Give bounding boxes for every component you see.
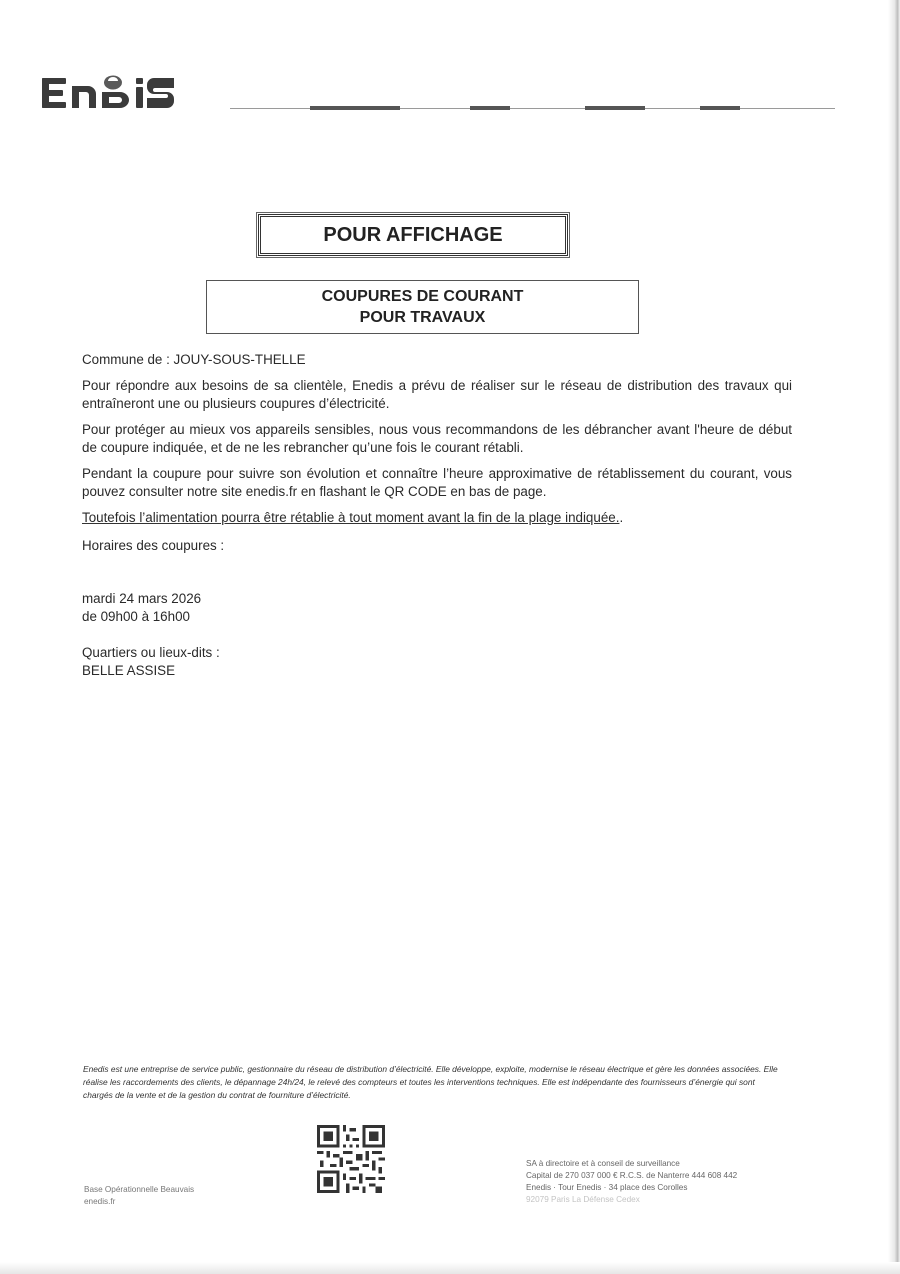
affichage-banner [258,214,568,256]
footer-left [84,1184,194,1208]
outage-date: mardi 24 mars 2026 [82,591,202,606]
footer-website[interactable]: enedis.fr [84,1197,116,1206]
places-label: Quartiers ou lieux-dits : [82,645,220,660]
footer-base-name: Base Opérationnelle Beauvais [84,1185,195,1194]
warning-period: . [619,510,624,525]
page-edge-shadow [888,0,900,1274]
page-bottom-shadow [0,1262,900,1274]
place-name: BELLE ASSISE [82,663,176,678]
footer-address: Enedis · Tour Enedis · 34 place des Corolles [526,1183,688,1192]
notice-subtitle-line2: POUR TRAVAUX [359,309,486,326]
protection-paragraph: Pour protéger au mieux vos appareils sensibles, nous vous recommandons de les débrancher avant l'heure de début de coupure indiquée, et de ne les rebrancher qu’une fois le courant rétabli. [82,422,792,455]
footer-right [526,1158,737,1206]
footer-capital: Capital de 270 037 000 € R.C.S. de Nanterre 444 608 442 [526,1171,738,1180]
header-dash [470,106,510,110]
commune-line: Commune de : JOUY-SOUS-THELLE [82,352,306,367]
page-title: POUR AFFICHAGE [323,223,503,246]
intro-paragraph: Pour répondre aux besoins de sa clientèle, Enedis a prévu de réaliser sur le réseau de distribution des travaux qui entraîneront une ou plusieurs coupures d’électricité. [82,378,792,411]
footer-address-city: 92079 Paris La Défense Cedex [526,1195,640,1204]
warning-text: Toutefois l’alimentation pourra être rétablie à tout moment avant la fin de la plage indiquée. [82,510,620,525]
header-dash [310,106,400,110]
schedule-label: Horaires des coupures : [82,538,225,553]
warning-line [82,509,792,527]
enedis-logo-mark [42,72,227,112]
legal-notice: Enedis est une entreprise de service public, gestionnaire du réseau de distribution d’électricité. Elle développe, exploite, modernise le réseau électrique et gère les données associées. Elle réalise les raccordements des clients, le dépannage 24h/24, le relevé des compteurs et toutes les interventions techniques. Elle est indépendante des fournisseurs d’énergie qui sont chargés de la vente et de la gestion du contrat de fourniture d’électricité. [83,1064,778,1100]
outage-time-range: de 09h00 à 16h00 [82,609,190,624]
header-dash [700,106,740,110]
header-dash [585,106,645,110]
qr-code-icon[interactable] [317,1125,385,1193]
notice-subtitle-line1: COUPURES DE COURANT [321,288,524,305]
tracking-paragraph: Pendant la coupure pour suivre son évolution et connaître l’heure approximative de rétablissement du courant, vous pouvez consulter notre site enedis.fr en flashant le QR CODE en bas de page. [82,466,792,499]
notice-subtitle-box [206,280,639,334]
enedis-logo [42,72,227,119]
footer-company-type: SA à directoire et à conseil de surveillance [526,1159,680,1168]
